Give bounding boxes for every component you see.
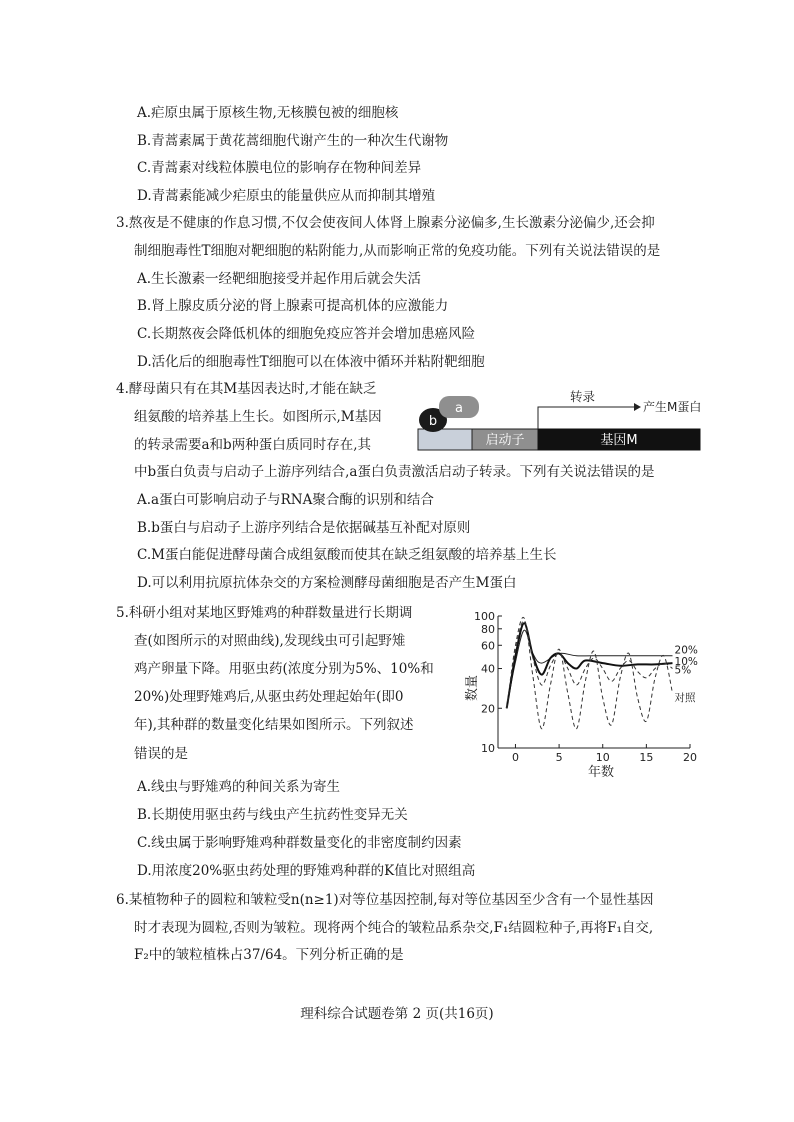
q5-stem-line3: 鸡产卵量下降。用驱虫药(浓度分别为5%、10%和 xyxy=(134,661,434,677)
protein-a-label: a xyxy=(455,401,463,416)
q6-stem-line2: 时才表现为圆粒,否则为皱粒。现将两个纯合的皱粒品系杂交,F₁结圆粒种子,再将F₁自交, xyxy=(134,920,654,936)
promoter-label: 启动子 xyxy=(485,433,525,448)
chart-x-label: 年数 xyxy=(587,765,615,780)
upstream-sequence xyxy=(418,429,472,450)
q5-option-d: D.用浓度20%驱虫药处理的野雉鸡种群的K值比对照组高 xyxy=(137,863,476,879)
q5-stem-line1: 5.科研小组对某地区野雉鸡的种群数量进行长期调 xyxy=(116,605,413,621)
population-chart xyxy=(460,608,710,783)
q5-stem-line6: 错误的是 xyxy=(134,746,188,762)
q2-option-d: D.青蒿素能减少疟原虫的能量供应从而抑制其增殖 xyxy=(137,188,436,204)
product-label: 产生M蛋白 xyxy=(643,400,702,414)
chart-y-label: 数量 xyxy=(465,674,480,702)
chart-y-tick-label: 60 xyxy=(481,639,495,653)
q4-option-d: D.可以利用抗原抗体杂交的方案检测酵母菌细胞是否产生M蛋白 xyxy=(137,575,517,591)
q4-option-a: A.a蛋白可影响启动子与RNA聚合酶的识别和结合 xyxy=(137,492,434,508)
chart-y-tick-label: 80 xyxy=(481,622,495,636)
transcription-arrow-line xyxy=(538,407,634,429)
chart-x-tick-label: 0 xyxy=(511,751,519,764)
q5-stem-line5: 年),其种群的数量变化结果如图所示。下列叙述 xyxy=(134,717,414,733)
chart-y-tick-label: 10 xyxy=(481,742,495,755)
q4-stem-line2: 组氨酸的培养基上生长。如图所示,M基因 xyxy=(134,409,382,425)
chart-series-label: 5% xyxy=(674,664,692,677)
transcription-arrow-head xyxy=(634,403,641,411)
chart-y-tick-label: 20 xyxy=(481,702,495,716)
q4-stem-line3: 的转录需要a和b两种蛋白质同时存在,其 xyxy=(134,437,371,453)
chart-x-tick-label: 15 xyxy=(639,751,654,764)
q6-stem-line3: F₂中的皱粒植株占37/64。下列分析正确的是 xyxy=(134,947,404,963)
chart-series-line xyxy=(507,630,673,708)
q4-stem-line4: 中b蛋白负责与启动子上游序列结合,a蛋白负责激活启动子转录。下列有关说法错误的是 xyxy=(134,464,655,480)
q3-stem-line2: 制细胞毒性T细胞对靶细胞的粘附能力,从而影响正常的免疫功能。下列有关说法错误的是 xyxy=(134,243,661,259)
protein-b-label: b xyxy=(428,414,438,429)
q6-stem-line1: 6.某植物种子的圆粒和皱粒受n(n≥1)对等位基因控制,每对等位基因至少含有一个显性基因 xyxy=(116,892,654,908)
q2-option-c: C.青蒿素对线粒体膜电位的影响存在物种间差异 xyxy=(137,160,422,176)
chart-series-label: 10% xyxy=(674,656,698,669)
q3-option-d: D.活化后的细胞毒性T细胞可以在体液中循环并粘附靶细胞 xyxy=(137,354,485,370)
gene-expression-diagram xyxy=(412,386,712,456)
q5-stem-line2: 查(如图所示的对照曲线),发现线虫可引起野雉 xyxy=(134,633,406,649)
chart-series-label: 20% xyxy=(674,644,698,657)
chart-x-tick-label: 5 xyxy=(555,751,563,764)
q2-option-a: A.疟原虫属于原核生物,无核膜包被的细胞核 xyxy=(137,105,399,121)
q5-stem-line4: 20%)处理野雉鸡后,从驱虫药处理起始年(即0 xyxy=(134,689,404,705)
transcription-label: 转录 xyxy=(570,389,596,404)
q4-option-b: B.b蛋白与启动子上游序列结合是依据碱基互补配对原则 xyxy=(137,520,471,536)
chart-series-line xyxy=(507,617,673,728)
chart-y-tick-label: 100 xyxy=(474,610,495,623)
gene-m-label: 基因M xyxy=(600,433,638,448)
q2-option-b: B.青蒿素属于黄花蒿细胞代谢产生的一种次生代谢物 xyxy=(137,133,449,149)
page-footer: 理科综合试题卷第 2 页(共16页) xyxy=(300,1006,494,1022)
q3-option-a: A.生长激素一经靶细胞接受并起作用后就会失活 xyxy=(137,271,422,287)
chart-x-tick-label: 10 xyxy=(595,751,610,764)
q3-option-b: B.肾上腺皮质分泌的肾上腺素可提高机体的应激能力 xyxy=(137,298,449,314)
chart-x-tick-label: 20 xyxy=(683,751,697,764)
chart-series-label: 对照 xyxy=(674,692,696,705)
q4-stem-line1: 4.酵母菌只有在其M基因表达时,才能在缺乏 xyxy=(116,381,377,397)
chart-y-tick-label: 40 xyxy=(481,662,495,676)
q5-option-c: C.线虫属于影响野雉鸡种群数量变化的非密度制约因素 xyxy=(137,835,462,851)
q3-option-c: C.长期熬夜会降低机体的细胞免疫应答并会增加患癌风险 xyxy=(137,326,476,342)
q4-option-c: C.M蛋白能促进酵母菌合成组氨酸而使其在缺乏组氨酸的培养基上生长 xyxy=(137,547,557,563)
q3-stem-line1: 3.熬夜是不健康的作息习惯,不仅会使夜间人体肾上腺素分泌偏多,生长激素分泌偏少,还会抑 xyxy=(116,215,655,231)
q5-option-a: A.线虫与野雉鸡的种间关系为寄生 xyxy=(137,779,341,795)
q5-option-b: B.长期使用驱虫药与线虫产生抗药性变异无关 xyxy=(137,807,408,823)
